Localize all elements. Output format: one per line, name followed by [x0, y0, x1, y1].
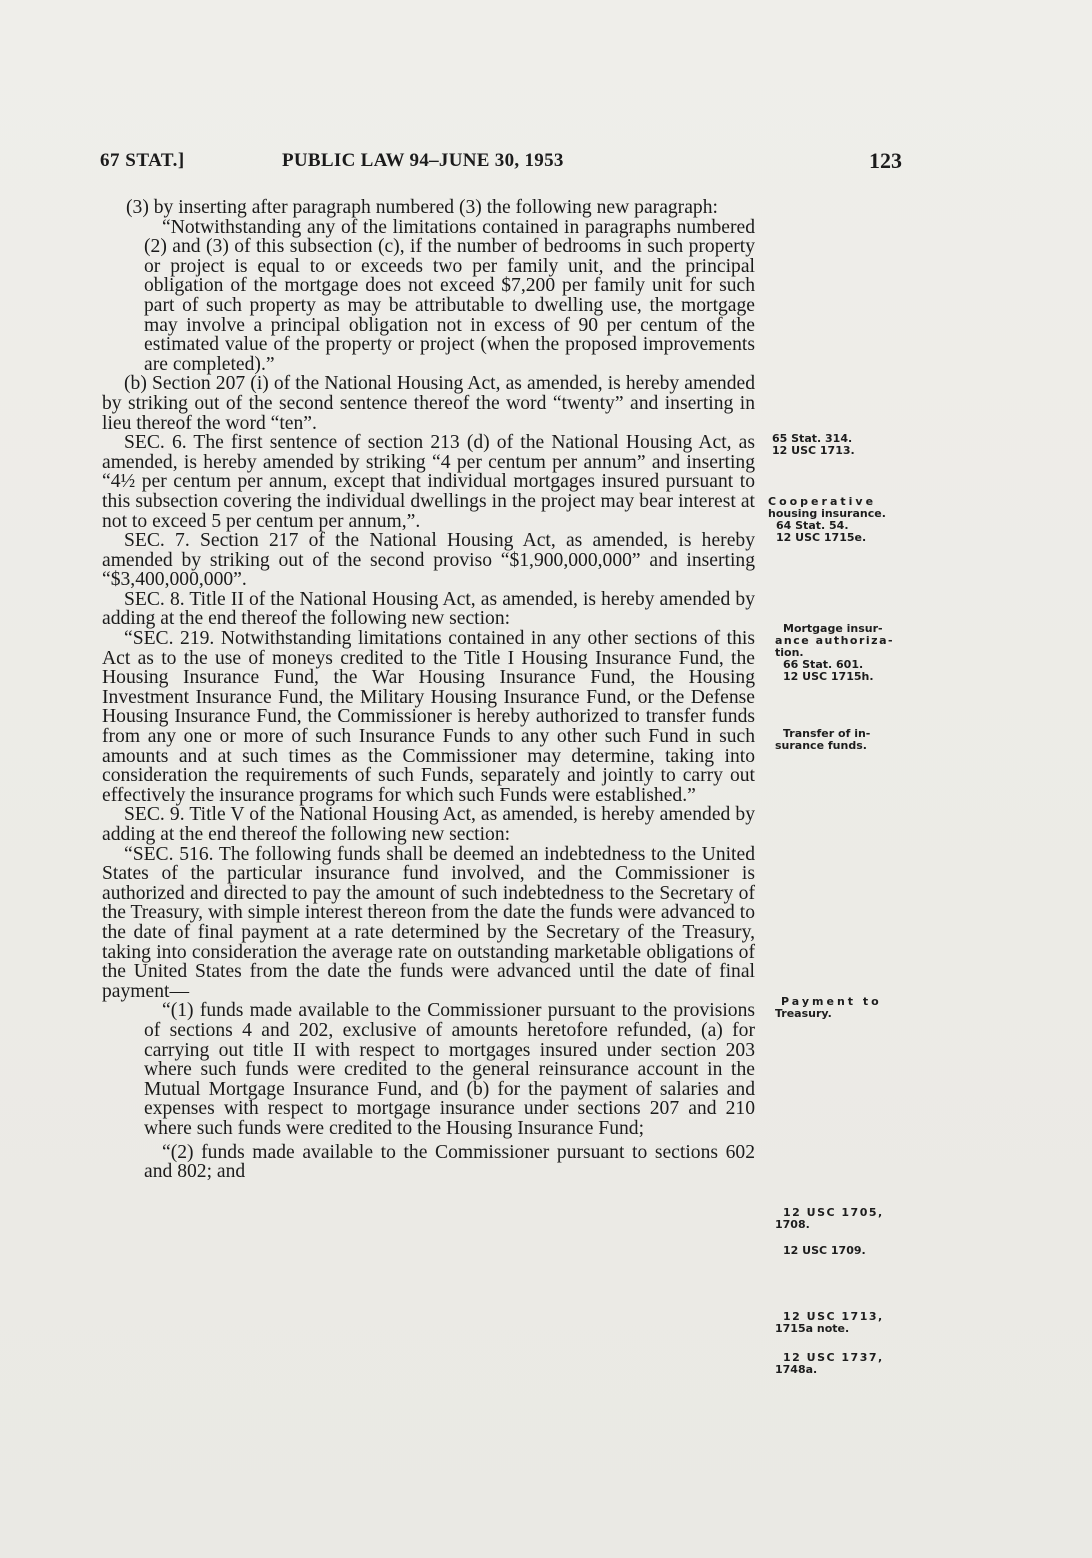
paragraph-sec-6: SEC. 6. The first sentence of section 213 (d) of the National Housing Act, as amended, is hereby amended by striking “4 per centum per annum” and inserting “4½ per centum per annum, except that individual mortgages insured pursuant to this subsection covering the individual dwellings in the project may bear interest at not to exceed 5 per centum per annum,”. — [102, 432, 755, 532]
page-number: 123 — [869, 148, 902, 173]
margin-note-transfer-funds: Transfer of in- surance funds. — [775, 727, 871, 752]
margin-note-12-usc-1713: 12 USC 1713, 1715a note. — [775, 1310, 884, 1335]
volume-reference: 67 STAT.] — [100, 150, 185, 171]
paragraph-sec-8: SEC. 8. Title II of the National Housing Act, as amended, is hereby amended by adding at the end thereof the following new section: — [102, 588, 755, 630]
paragraph-clause-1: “(1) funds made available to the Commissioner pursuant to the provisions of sections 4 and 202, exclusive of amounts heretofore refunded, (a) for carrying out title II with respect to mortgages insured under section 203 where such funds were credited to the general reinsurance account in the Mutual Mortgage Insurance Fund, and (b) for the payment of salaries and expenses with respect to mortgage insurance under sections 207 and 210 where such funds were credited to the Housing Insurance Fund; — [144, 1000, 755, 1139]
margin-note-mortgage-insurance: Mortgage insur- ance authoriza- tion. 66 Stat. 601. 12 USC 1715h. — [775, 622, 895, 683]
paragraph-sec-219: “SEC. 219. Notwithstanding limitations contained in any other sections of this Act as to the use of moneys credited to the Title I Housing Insurance Fund, the Housing Insurance Fund, the War Housing Insurance Fund, the Housing Investment Insurance Fund, the Military Housing Insurance Fund, or the Defense Housing Insurance Fund, the Commissioner is hereby authorized to transfer funds from any one or more of such Insurance Funds to any other such Fund in such amounts and at such times as the Commissioner may determine, taking into consideration the requirements of such Funds, separately and jointly to carry out effectively the insurance programs for which such Funds were established.” — [102, 628, 755, 806]
margin-note-12-usc-1705: 12 USC 1705, 1708. — [775, 1206, 884, 1231]
statute-text — [102, 198, 755, 1182]
paragraph-3-insertion: (3) by inserting after paragraph numbered (3) the following new paragraph: — [126, 197, 718, 218]
paragraph-sec-7: SEC. 7. Section 217 of the National Housing Act, as amended, is hereby amended by striking out of the second proviso “$1,900,000,000” and inserting “$3,400,000,000”. — [102, 530, 755, 591]
margin-note-payment-treasury: Payment to Treasury. — [775, 995, 882, 1020]
margin-note-cooperative-housing: Cooperative housing insurance. 64 Stat. 54. 12 USC 1715e. — [768, 495, 886, 544]
margin-note-12-usc-1709: 12 USC 1709. — [783, 1244, 866, 1257]
page-header — [100, 150, 902, 180]
paragraph-sec-9: SEC. 9. Title V of the National Housing Act, as amended, is hereby amended by adding at the end thereof the following new section: — [102, 804, 755, 845]
paragraph-sec-516: “SEC. 516. The following funds shall be deemed an indebtedness to the United States of the particular insurance fund involved, and the Commissioner is authorized and directed to pay the amount of such indebtedness to the Secretary of the Treasury, with simple interest thereon from the date the funds were advanced to the date of final payment at a rate determined by the Secretary of the Treasury, taking into consideration the average rate on outstanding marketable obligations of the United States from the date the funds were advanced until the date of final payment— — [102, 843, 755, 1002]
paragraph-b-section-207: (b) Section 207 (i) of the National Housing Act, as amended, is hereby amended by striking out of the second sentence thereof the word “twenty” and inserting in lieu thereof the word “ten”. — [102, 373, 755, 434]
running-title: PUBLIC LAW 94–JUNE 30, 1953 — [282, 150, 564, 171]
margin-note-12-usc-1737: 12 USC 1737, 1748a. — [775, 1351, 884, 1376]
paragraph-new-quoted: “Notwithstanding any of the limitations contained in paragraphs numbered (2) and (3) of this subsection (c), if the number of bedrooms in such property or project is equal to or exceeds two per family unit, and the principal obligation of the mortgage does not exceed $7,200 per family unit for such part of such property as may be attributable to dwelling use, the mortgage may involve a principal obligation not in excess of 90 per centum of the estimated value of the property or project (when the proposed improvements are completed).” — [144, 216, 755, 375]
paragraph-clause-2: “(2) funds made available to the Commissioner pursuant to sections 602 and 802; and — [144, 1141, 755, 1183]
margin-note-65-stat-314: 65 Stat. 314. 12 USC 1713. — [772, 432, 855, 457]
